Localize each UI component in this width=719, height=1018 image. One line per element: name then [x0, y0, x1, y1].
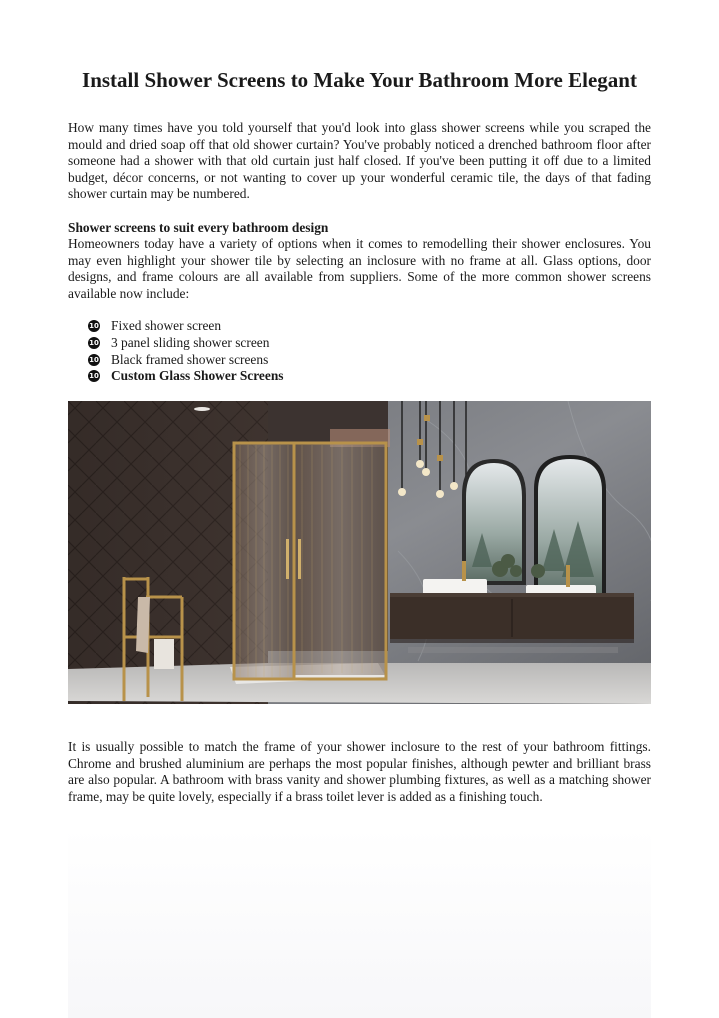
intro-paragraph: How many times have you told yourself that you'd look into glass shower screens while you scraped the mould and dried soap off that old shower curtain? You've probably noticed a drenched bathroom floor after someone had a shower with that old curtain just half closed. If you've been putting it off due to a limited budget, décor concerns, or not wanting to cover up your wonderful ceramic tile, the days of that fading shower curtain may be numbered.	[68, 120, 651, 201]
list-item	[88, 318, 283, 335]
list-item	[88, 352, 283, 369]
page-title: Install Shower Screens to Make Your Bathroom More Elegant	[82, 68, 637, 92]
page-bottom-blank	[68, 828, 651, 1018]
list-item	[88, 368, 283, 385]
numbered-bullet-icon: 10	[89, 322, 99, 330]
numbered-bullet-icon: 10	[89, 355, 99, 364]
closing-paragraph: It is usually possible to match the frame of your shower inclosure to the rest of your bathroom fittings. Chrome and brushed aluminium are perhaps the most popular finishes, although pewter and brilliant brass are also popular. A bathroom with brass vanity and shower plumbing fixtures, as well as a matching shower frame, may be quite lovely, especially if a brass toilet lever is added as a finishing touch.	[68, 739, 651, 804]
bathroom-illustration	[68, 401, 651, 704]
shower-screen-list	[88, 318, 283, 385]
list-item	[88, 335, 283, 352]
list-item-label: Custom Glass Shower Screens	[111, 368, 284, 384]
list-item-label: Black framed shower screens	[111, 351, 269, 367]
section-heading: Shower screens to suit every bathroom design	[68, 220, 329, 235]
list-item-label: Fixed shower screen	[111, 318, 222, 333]
numbered-bullet-icon: 10	[89, 372, 99, 381]
section-paragraph: Homeowners today have a variety of options when it comes to remodelling their shower enclosures. You may even highlight your shower tile by selecting an inclosure with no frame at all. Glass options, door designs, and frame colours are all available from suppliers. Some of the more common shower screens available now include:	[68, 236, 651, 301]
numbered-bullet-icon: 10	[89, 338, 99, 347]
list-item-label: 3 panel sliding shower screen	[111, 334, 270, 350]
bathroom-photo	[68, 401, 651, 704]
